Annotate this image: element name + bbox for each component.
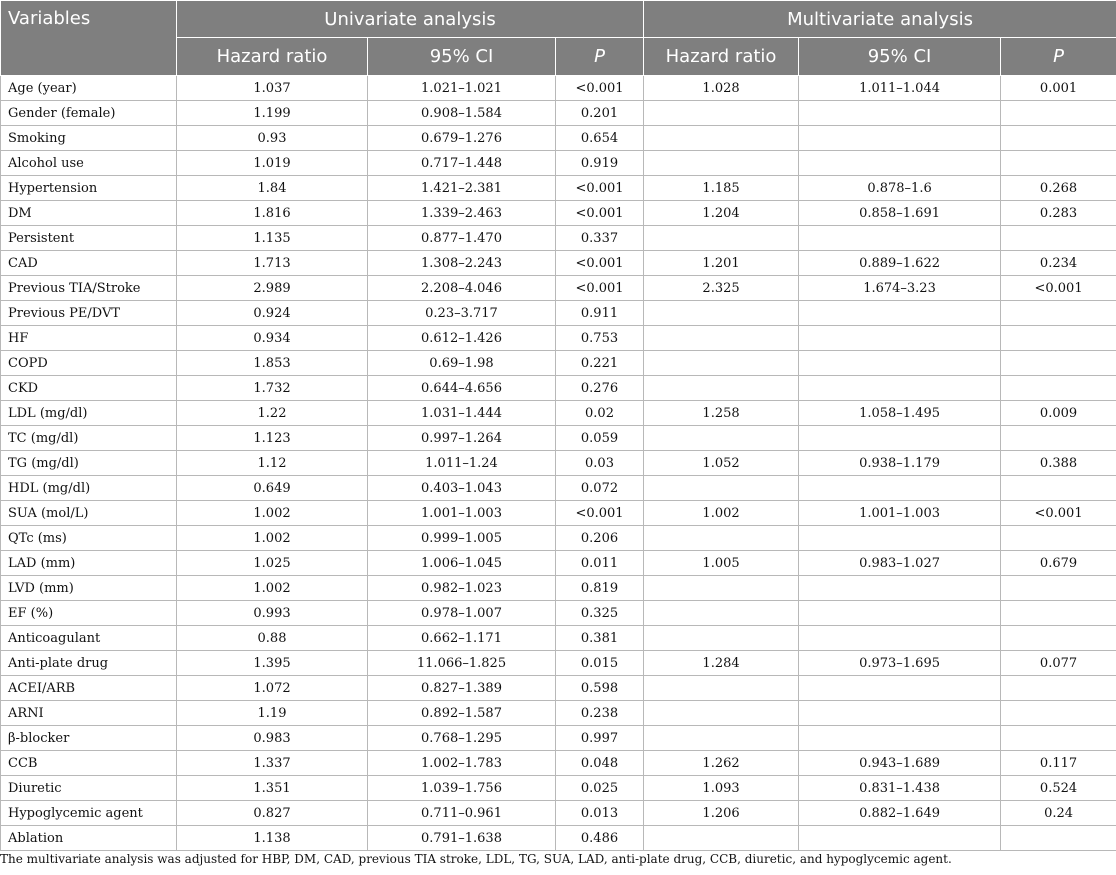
variable-cell: DM bbox=[1, 201, 177, 226]
multi-p-cell bbox=[1001, 676, 1116, 701]
uni-p-cell: 0.337 bbox=[556, 226, 644, 251]
uni-p-cell: 0.325 bbox=[556, 601, 644, 626]
uni-ci-cell: 1.001–1.003 bbox=[368, 501, 556, 526]
uni-ci-cell: 0.69–1.98 bbox=[368, 351, 556, 376]
multi-ci-cell bbox=[799, 676, 1001, 701]
univariate-header: Univariate analysis bbox=[177, 1, 644, 38]
multi-hazard-ratio-header: Hazard ratio bbox=[644, 38, 799, 76]
uni-p-cell: 0.015 bbox=[556, 651, 644, 676]
multi-p-cell bbox=[1001, 376, 1116, 401]
uni-p-cell: <0.001 bbox=[556, 276, 644, 301]
variable-cell: Previous PE/DVT bbox=[1, 301, 177, 326]
uni-hazard-ratio-cell: 0.934 bbox=[177, 326, 368, 351]
multi-hazard-ratio-cell: 1.204 bbox=[644, 201, 799, 226]
multi-hazard-ratio-cell bbox=[644, 526, 799, 551]
multi-hazard-ratio-cell bbox=[644, 576, 799, 601]
uni-hazard-ratio-cell: 0.993 bbox=[177, 601, 368, 626]
uni-ci-cell: 1.339–2.463 bbox=[368, 201, 556, 226]
uni-ci-cell: 1.011–1.24 bbox=[368, 451, 556, 476]
uni-ci-cell: 0.982–1.023 bbox=[368, 576, 556, 601]
multi-hazard-ratio-cell bbox=[644, 351, 799, 376]
multi-p-cell bbox=[1001, 701, 1116, 726]
variable-cell: Diuretic bbox=[1, 776, 177, 801]
table-row bbox=[1, 676, 1116, 701]
variable-cell: Alcohol use bbox=[1, 151, 177, 176]
variable-cell: Smoking bbox=[1, 126, 177, 151]
uni-ci-cell: 0.711–0.961 bbox=[368, 801, 556, 826]
multi-ci-cell bbox=[799, 326, 1001, 351]
multi-ci-cell bbox=[799, 601, 1001, 626]
multi-ci-cell bbox=[799, 126, 1001, 151]
multi-ci-cell bbox=[799, 476, 1001, 501]
uni-ci-cell: 0.997–1.264 bbox=[368, 426, 556, 451]
table-row bbox=[1, 251, 1116, 276]
multi-p-cell bbox=[1001, 101, 1116, 126]
variable-cell: β-blocker bbox=[1, 726, 177, 751]
multi-ci-cell bbox=[799, 701, 1001, 726]
table-row bbox=[1, 726, 1116, 751]
multi-ci-cell: 0.938–1.179 bbox=[799, 451, 1001, 476]
table-row bbox=[1, 226, 1116, 251]
table-row bbox=[1, 576, 1116, 601]
multi-ci-header: 95% CI bbox=[799, 38, 1001, 76]
multi-ci-cell: 1.011–1.044 bbox=[799, 76, 1001, 101]
uni-hazard-ratio-cell: 1.22 bbox=[177, 401, 368, 426]
multi-ci-cell: 0.889–1.622 bbox=[799, 251, 1001, 276]
uni-ci-cell: 0.612–1.426 bbox=[368, 326, 556, 351]
multi-hazard-ratio-cell: 1.284 bbox=[644, 651, 799, 676]
multi-ci-cell bbox=[799, 151, 1001, 176]
uni-p-cell: 0.072 bbox=[556, 476, 644, 501]
variable-cell: Hypertension bbox=[1, 176, 177, 201]
uni-hazard-ratio-cell: 1.123 bbox=[177, 426, 368, 451]
uni-hazard-ratio-cell: 1.713 bbox=[177, 251, 368, 276]
variable-cell: ACEI/ARB bbox=[1, 676, 177, 701]
variable-cell: Gender (female) bbox=[1, 101, 177, 126]
uni-hazard-ratio-cell: 0.827 bbox=[177, 801, 368, 826]
multi-ci-cell bbox=[799, 301, 1001, 326]
uni-hazard-ratio-cell: 1.816 bbox=[177, 201, 368, 226]
uni-hazard-ratio-cell: 1.337 bbox=[177, 751, 368, 776]
uni-ci-cell: 0.892–1.587 bbox=[368, 701, 556, 726]
variable-cell: Persistent bbox=[1, 226, 177, 251]
multi-p-cell: 0.283 bbox=[1001, 201, 1116, 226]
multi-hazard-ratio-cell: 1.093 bbox=[644, 776, 799, 801]
multi-p-cell bbox=[1001, 826, 1116, 851]
multi-p-cell bbox=[1001, 626, 1116, 651]
uni-hazard-ratio-cell: 1.732 bbox=[177, 376, 368, 401]
multi-p-cell bbox=[1001, 226, 1116, 251]
uni-p-cell: 0.011 bbox=[556, 551, 644, 576]
multi-ci-cell bbox=[799, 426, 1001, 451]
uni-ci-cell: 0.877–1.470 bbox=[368, 226, 556, 251]
multi-p-cell bbox=[1001, 526, 1116, 551]
uni-hazard-ratio-cell: 0.649 bbox=[177, 476, 368, 501]
variable-cell: Previous TIA/Stroke bbox=[1, 276, 177, 301]
multi-hazard-ratio-cell: 1.005 bbox=[644, 551, 799, 576]
multi-ci-cell bbox=[799, 101, 1001, 126]
table-row bbox=[1, 376, 1116, 401]
uni-hazard-ratio-cell: 1.019 bbox=[177, 151, 368, 176]
multi-ci-cell bbox=[799, 576, 1001, 601]
multi-hazard-ratio-cell: 2.325 bbox=[644, 276, 799, 301]
variable-cell: Age (year) bbox=[1, 76, 177, 101]
table-row bbox=[1, 426, 1116, 451]
uni-p-header: P bbox=[556, 38, 644, 76]
multi-hazard-ratio-cell: 1.002 bbox=[644, 501, 799, 526]
multi-ci-cell: 1.001–1.003 bbox=[799, 501, 1001, 526]
uni-hazard-ratio-cell: 1.84 bbox=[177, 176, 368, 201]
uni-hazard-ratio-cell: 1.199 bbox=[177, 101, 368, 126]
table-row bbox=[1, 701, 1116, 726]
multi-p-cell: 0.234 bbox=[1001, 251, 1116, 276]
multi-hazard-ratio-cell bbox=[644, 676, 799, 701]
table-row bbox=[1, 101, 1116, 126]
multi-ci-cell: 0.983–1.027 bbox=[799, 551, 1001, 576]
uni-ci-cell: 0.978–1.007 bbox=[368, 601, 556, 626]
multi-hazard-ratio-cell bbox=[644, 701, 799, 726]
table-row bbox=[1, 76, 1116, 101]
multi-hazard-ratio-cell bbox=[644, 426, 799, 451]
uni-ci-cell: 0.717–1.448 bbox=[368, 151, 556, 176]
multi-ci-cell: 0.831–1.438 bbox=[799, 776, 1001, 801]
multi-p-header: P bbox=[1001, 38, 1116, 76]
uni-ci-cell: 0.908–1.584 bbox=[368, 101, 556, 126]
multi-p-cell: 0.009 bbox=[1001, 401, 1116, 426]
uni-p-cell: 0.276 bbox=[556, 376, 644, 401]
multi-ci-cell: 1.674–3.23 bbox=[799, 276, 1001, 301]
uni-p-cell: 0.381 bbox=[556, 626, 644, 651]
table-row bbox=[1, 301, 1116, 326]
uni-hazard-ratio-cell: 1.853 bbox=[177, 351, 368, 376]
multi-ci-cell: 0.858–1.691 bbox=[799, 201, 1001, 226]
variable-cell: SUA (mol/L) bbox=[1, 501, 177, 526]
variable-cell: TC (mg/dl) bbox=[1, 426, 177, 451]
table-row bbox=[1, 176, 1116, 201]
table-row bbox=[1, 501, 1116, 526]
table-row bbox=[1, 351, 1116, 376]
uni-p-cell: 0.206 bbox=[556, 526, 644, 551]
uni-p-cell: <0.001 bbox=[556, 251, 644, 276]
uni-ci-cell: 2.208–4.046 bbox=[368, 276, 556, 301]
uni-ci-cell: 1.421–2.381 bbox=[368, 176, 556, 201]
uni-hazard-ratio-header: Hazard ratio bbox=[177, 38, 368, 76]
uni-ci-cell: 0.999–1.005 bbox=[368, 526, 556, 551]
table-row bbox=[1, 126, 1116, 151]
uni-hazard-ratio-cell: 0.924 bbox=[177, 301, 368, 326]
multi-p-cell bbox=[1001, 301, 1116, 326]
multi-hazard-ratio-cell: 1.052 bbox=[644, 451, 799, 476]
table-row bbox=[1, 776, 1116, 801]
multi-ci-cell bbox=[799, 726, 1001, 751]
table-row bbox=[1, 276, 1116, 301]
uni-hazard-ratio-cell: 1.002 bbox=[177, 526, 368, 551]
uni-ci-cell: 11.066–1.825 bbox=[368, 651, 556, 676]
table-row bbox=[1, 476, 1116, 501]
multi-hazard-ratio-cell bbox=[644, 376, 799, 401]
variable-cell: Ablation bbox=[1, 826, 177, 851]
multi-hazard-ratio-cell bbox=[644, 626, 799, 651]
variable-cell: LAD (mm) bbox=[1, 551, 177, 576]
multi-p-cell bbox=[1001, 326, 1116, 351]
multi-hazard-ratio-cell bbox=[644, 126, 799, 151]
uni-hazard-ratio-cell: 1.025 bbox=[177, 551, 368, 576]
uni-ci-cell: 1.002–1.783 bbox=[368, 751, 556, 776]
uni-ci-cell: 0.662–1.171 bbox=[368, 626, 556, 651]
table-row bbox=[1, 626, 1116, 651]
table-body bbox=[1, 76, 1116, 851]
table-row bbox=[1, 201, 1116, 226]
uni-p-cell: <0.001 bbox=[556, 201, 644, 226]
variable-cell: Anticoagulant bbox=[1, 626, 177, 651]
multi-hazard-ratio-cell bbox=[644, 101, 799, 126]
uni-p-cell: 0.911 bbox=[556, 301, 644, 326]
table-row bbox=[1, 401, 1116, 426]
uni-p-cell: 0.486 bbox=[556, 826, 644, 851]
multi-ci-cell: 0.878–1.6 bbox=[799, 176, 1001, 201]
uni-hazard-ratio-cell: 1.135 bbox=[177, 226, 368, 251]
variables-header: Variables bbox=[1, 1, 177, 76]
multi-p-cell: 0.679 bbox=[1001, 551, 1116, 576]
uni-p-cell: 0.654 bbox=[556, 126, 644, 151]
multi-p-cell: <0.001 bbox=[1001, 276, 1116, 301]
uni-p-cell: 0.997 bbox=[556, 726, 644, 751]
uni-p-cell: 0.013 bbox=[556, 801, 644, 826]
multi-p-cell: <0.001 bbox=[1001, 501, 1116, 526]
variable-cell: TG (mg/dl) bbox=[1, 451, 177, 476]
multi-hazard-ratio-cell: 1.028 bbox=[644, 76, 799, 101]
uni-ci-header: 95% CI bbox=[368, 38, 556, 76]
multi-p-cell bbox=[1001, 426, 1116, 451]
uni-hazard-ratio-cell: 0.93 bbox=[177, 126, 368, 151]
uni-p-cell: <0.001 bbox=[556, 76, 644, 101]
uni-ci-cell: 1.039–1.756 bbox=[368, 776, 556, 801]
multi-hazard-ratio-cell: 1.258 bbox=[644, 401, 799, 426]
uni-hazard-ratio-cell: 1.395 bbox=[177, 651, 368, 676]
uni-p-cell: 0.919 bbox=[556, 151, 644, 176]
multi-hazard-ratio-cell bbox=[644, 476, 799, 501]
uni-hazard-ratio-cell: 1.351 bbox=[177, 776, 368, 801]
multi-ci-cell bbox=[799, 526, 1001, 551]
multi-ci-cell bbox=[799, 351, 1001, 376]
uni-p-cell: 0.059 bbox=[556, 426, 644, 451]
variable-cell: Anti-plate drug bbox=[1, 651, 177, 676]
multi-p-cell bbox=[1001, 351, 1116, 376]
multi-ci-cell: 0.882–1.649 bbox=[799, 801, 1001, 826]
multi-hazard-ratio-cell bbox=[644, 301, 799, 326]
multi-hazard-ratio-cell: 1.201 bbox=[644, 251, 799, 276]
table-row bbox=[1, 651, 1116, 676]
table-row bbox=[1, 751, 1116, 776]
uni-ci-cell: 0.768–1.295 bbox=[368, 726, 556, 751]
variable-cell: LDL (mg/dl) bbox=[1, 401, 177, 426]
uni-p-cell: 0.753 bbox=[556, 326, 644, 351]
uni-p-cell: 0.03 bbox=[556, 451, 644, 476]
uni-ci-cell: 1.006–1.045 bbox=[368, 551, 556, 576]
table-row bbox=[1, 526, 1116, 551]
uni-hazard-ratio-cell: 1.138 bbox=[177, 826, 368, 851]
uni-ci-cell: 0.679–1.276 bbox=[368, 126, 556, 151]
multi-p-cell bbox=[1001, 476, 1116, 501]
uni-hazard-ratio-cell: 1.12 bbox=[177, 451, 368, 476]
multi-hazard-ratio-cell: 1.206 bbox=[644, 801, 799, 826]
variable-cell: CKD bbox=[1, 376, 177, 401]
uni-hazard-ratio-cell: 2.989 bbox=[177, 276, 368, 301]
uni-hazard-ratio-cell: 0.983 bbox=[177, 726, 368, 751]
multi-p-cell bbox=[1001, 601, 1116, 626]
multi-hazard-ratio-cell bbox=[644, 226, 799, 251]
uni-hazard-ratio-cell: 1.002 bbox=[177, 501, 368, 526]
multi-hazard-ratio-cell bbox=[644, 326, 799, 351]
uni-ci-cell: 0.23–3.717 bbox=[368, 301, 556, 326]
multi-hazard-ratio-cell: 1.185 bbox=[644, 176, 799, 201]
variable-cell: QTc (ms) bbox=[1, 526, 177, 551]
variable-cell: ARNI bbox=[1, 701, 177, 726]
uni-p-cell: 0.819 bbox=[556, 576, 644, 601]
uni-ci-cell: 1.031–1.444 bbox=[368, 401, 556, 426]
variable-cell: COPD bbox=[1, 351, 177, 376]
multi-p-cell bbox=[1001, 726, 1116, 751]
table-footnote: The multivariate analysis was adjusted for HBP, DM, CAD, previous TIA stroke, LDL, TG, SUA, LAD, anti-plate drug, CCB, diuretic, and hypoglycemic agent. bbox=[0, 852, 952, 866]
multi-ci-cell: 1.058–1.495 bbox=[799, 401, 1001, 426]
table-row bbox=[1, 601, 1116, 626]
multi-ci-cell bbox=[799, 626, 1001, 651]
multi-p-cell: 0.524 bbox=[1001, 776, 1116, 801]
table-row bbox=[1, 801, 1116, 826]
variable-cell: HF bbox=[1, 326, 177, 351]
multi-hazard-ratio-cell bbox=[644, 726, 799, 751]
multi-hazard-ratio-cell bbox=[644, 601, 799, 626]
uni-hazard-ratio-cell: 1.19 bbox=[177, 701, 368, 726]
table-row bbox=[1, 826, 1116, 851]
multi-p-cell bbox=[1001, 126, 1116, 151]
table-row bbox=[1, 551, 1116, 576]
multi-p-cell: 0.268 bbox=[1001, 176, 1116, 201]
uni-hazard-ratio-cell: 1.002 bbox=[177, 576, 368, 601]
multi-hazard-ratio-cell bbox=[644, 826, 799, 851]
table-row bbox=[1, 451, 1116, 476]
uni-hazard-ratio-cell: 1.072 bbox=[177, 676, 368, 701]
multi-ci-cell: 0.943–1.689 bbox=[799, 751, 1001, 776]
uni-ci-cell: 0.644–4.656 bbox=[368, 376, 556, 401]
multi-p-cell bbox=[1001, 151, 1116, 176]
variable-cell: EF (%) bbox=[1, 601, 177, 626]
uni-p-cell: 0.048 bbox=[556, 751, 644, 776]
uni-ci-cell: 0.403–1.043 bbox=[368, 476, 556, 501]
uni-p-cell: 0.221 bbox=[556, 351, 644, 376]
variable-cell: LVD (mm) bbox=[1, 576, 177, 601]
multivariate-header: Multivariate analysis bbox=[644, 1, 1116, 38]
multi-p-cell: 0.001 bbox=[1001, 76, 1116, 101]
uni-p-cell: <0.001 bbox=[556, 501, 644, 526]
variable-cell: CAD bbox=[1, 251, 177, 276]
table-row bbox=[1, 151, 1116, 176]
uni-p-cell: 0.201 bbox=[556, 101, 644, 126]
multi-p-cell: 0.388 bbox=[1001, 451, 1116, 476]
uni-p-cell: 0.598 bbox=[556, 676, 644, 701]
multi-ci-cell bbox=[799, 376, 1001, 401]
uni-ci-cell: 1.021–1.021 bbox=[368, 76, 556, 101]
multi-ci-cell bbox=[799, 826, 1001, 851]
uni-ci-cell: 0.827–1.389 bbox=[368, 676, 556, 701]
uni-hazard-ratio-cell: 1.037 bbox=[177, 76, 368, 101]
uni-ci-cell: 1.308–2.243 bbox=[368, 251, 556, 276]
variable-cell: CCB bbox=[1, 751, 177, 776]
multi-hazard-ratio-cell: 1.262 bbox=[644, 751, 799, 776]
multi-ci-cell bbox=[799, 226, 1001, 251]
uni-p-cell: 0.02 bbox=[556, 401, 644, 426]
variable-cell: Hypoglycemic agent bbox=[1, 801, 177, 826]
multi-ci-cell: 0.973–1.695 bbox=[799, 651, 1001, 676]
variable-cell: HDL (mg/dl) bbox=[1, 476, 177, 501]
multi-p-cell: 0.117 bbox=[1001, 751, 1116, 776]
table-row bbox=[1, 326, 1116, 351]
uni-p-cell: 0.025 bbox=[556, 776, 644, 801]
uni-p-cell: <0.001 bbox=[556, 176, 644, 201]
multi-p-cell bbox=[1001, 576, 1116, 601]
multi-p-cell: 0.077 bbox=[1001, 651, 1116, 676]
uni-ci-cell: 0.791–1.638 bbox=[368, 826, 556, 851]
uni-hazard-ratio-cell: 0.88 bbox=[177, 626, 368, 651]
uni-p-cell: 0.238 bbox=[556, 701, 644, 726]
multi-p-cell: 0.24 bbox=[1001, 801, 1116, 826]
multi-hazard-ratio-cell bbox=[644, 151, 799, 176]
